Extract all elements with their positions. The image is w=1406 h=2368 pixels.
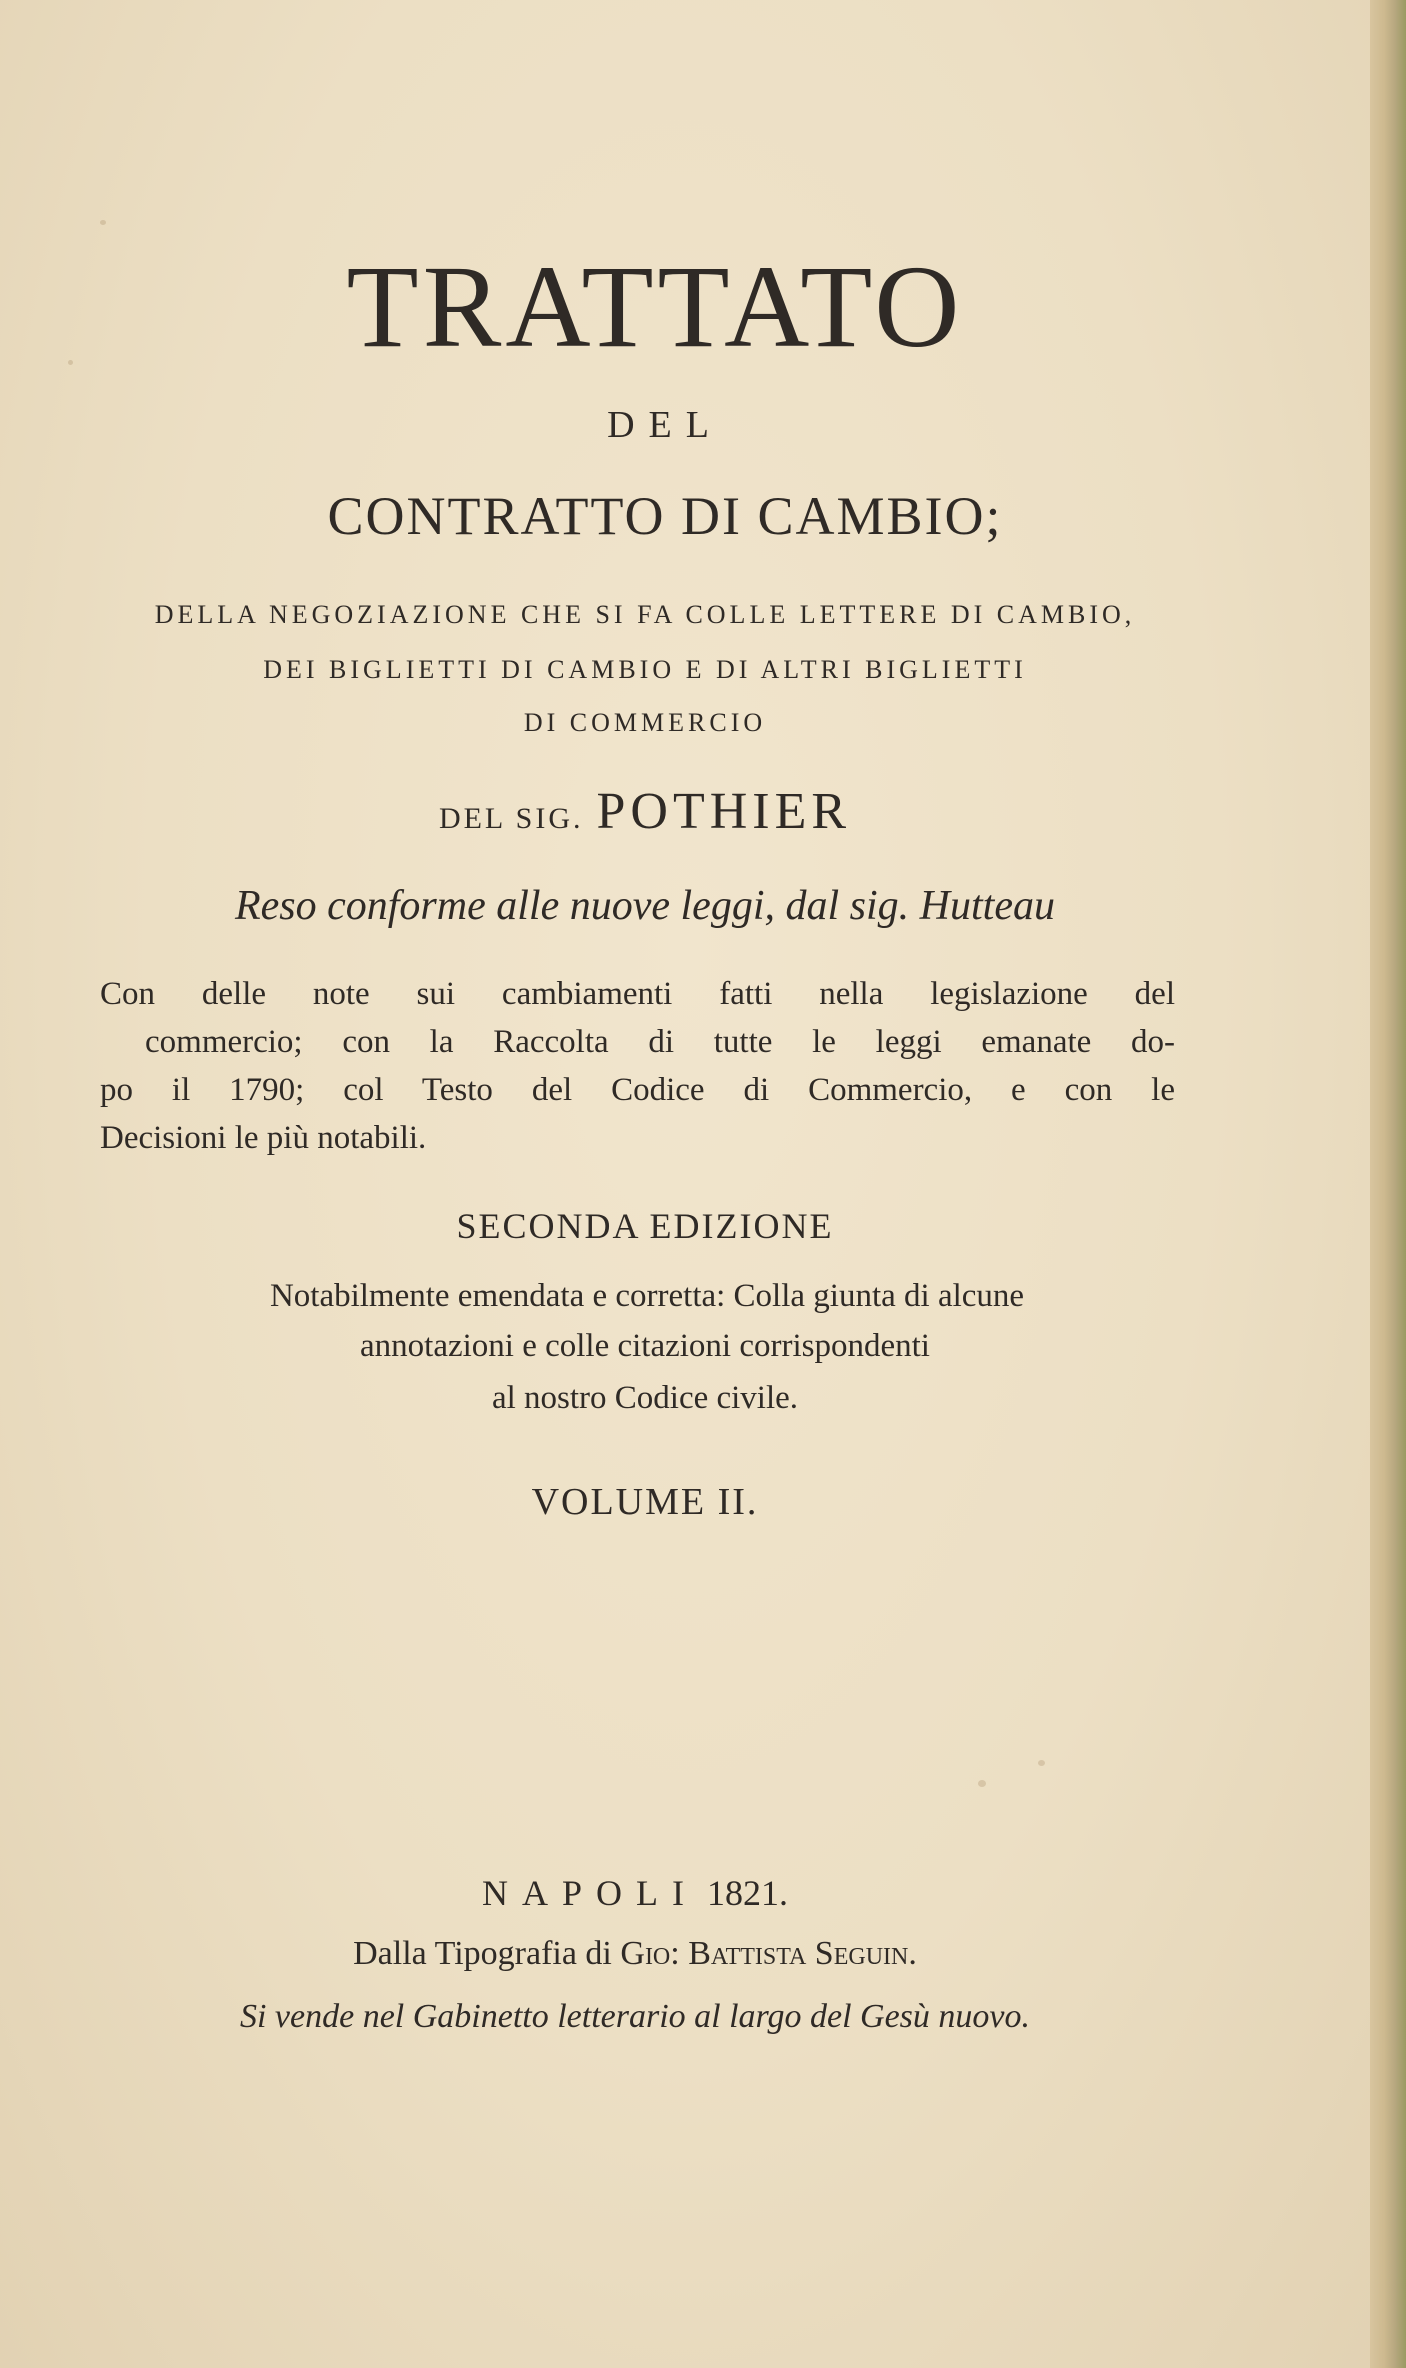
foxing-spot — [1038, 1760, 1045, 1766]
foxing-spot — [100, 220, 106, 225]
notes-line: commercio; con la Raccolta di tutte le leggi emanate do- — [145, 1024, 1175, 1060]
foxing-spot — [978, 1780, 986, 1787]
edition-note-line: annotazioni e colle citazioni corrispondenti — [360, 1328, 930, 1364]
notes-line: po il 1790; col Testo del Codice di Commercio, e con le — [100, 1072, 1175, 1108]
notes-line: Decisioni le più notabili. — [100, 1120, 427, 1156]
imprint-city: NAPOLI — [482, 1873, 698, 1913]
imprint-printer — [0, 1935, 1320, 1973]
printer-name: Gio: Battista Seguin. — [620, 1935, 917, 1972]
edition-heading: SECONDA EDIZIONE — [456, 1206, 834, 1246]
volume-number: VOLUME II. — [531, 1481, 759, 1523]
subtitle-line-2: DEI BIGLIETTI DI CAMBIO E DI ALTRI BIGLIETTI — [263, 655, 1027, 684]
imprint-year: 1821. — [707, 1873, 788, 1913]
imprint-place — [0, 1872, 1320, 1914]
title-subject: CONTRATTO DI CAMBIO; — [327, 486, 1003, 546]
author-line — [0, 782, 1330, 841]
notes-paragraph — [100, 970, 1175, 1162]
subtitle-line-1: DELLA NEGOZIAZIONE CHE SI FA COLLE LETTERE DI CAMBIO, — [154, 600, 1136, 629]
subtitle-line-3: DI COMMERCIO — [523, 708, 767, 737]
book-title: TRATTATO — [346, 241, 964, 372]
author-prefix: DEL SIG. — [438, 802, 584, 835]
book-page-edge — [1370, 0, 1406, 2368]
printer-prefix: Dalla Tipografia di — [353, 1935, 612, 1972]
reviser-line: Reso conforme alle nuove leggi, dal sig. Hutteau — [234, 883, 1055, 929]
title-connector: DEL — [607, 404, 723, 446]
edition-note-line: Notabilmente emendata e corretta: Colla giunta di alcune — [269, 1278, 1025, 1314]
imprint-seller: Si vende nel Gabinetto letterario al largo del Gesù nuovo. — [239, 1998, 1031, 2035]
edition-note-line: al nostro Codice civile. — [491, 1380, 799, 1416]
author-name: POTHIER — [596, 783, 852, 840]
notes-line: Con delle note sui cambiamenti fatti nella legislazione del — [100, 976, 1175, 1012]
